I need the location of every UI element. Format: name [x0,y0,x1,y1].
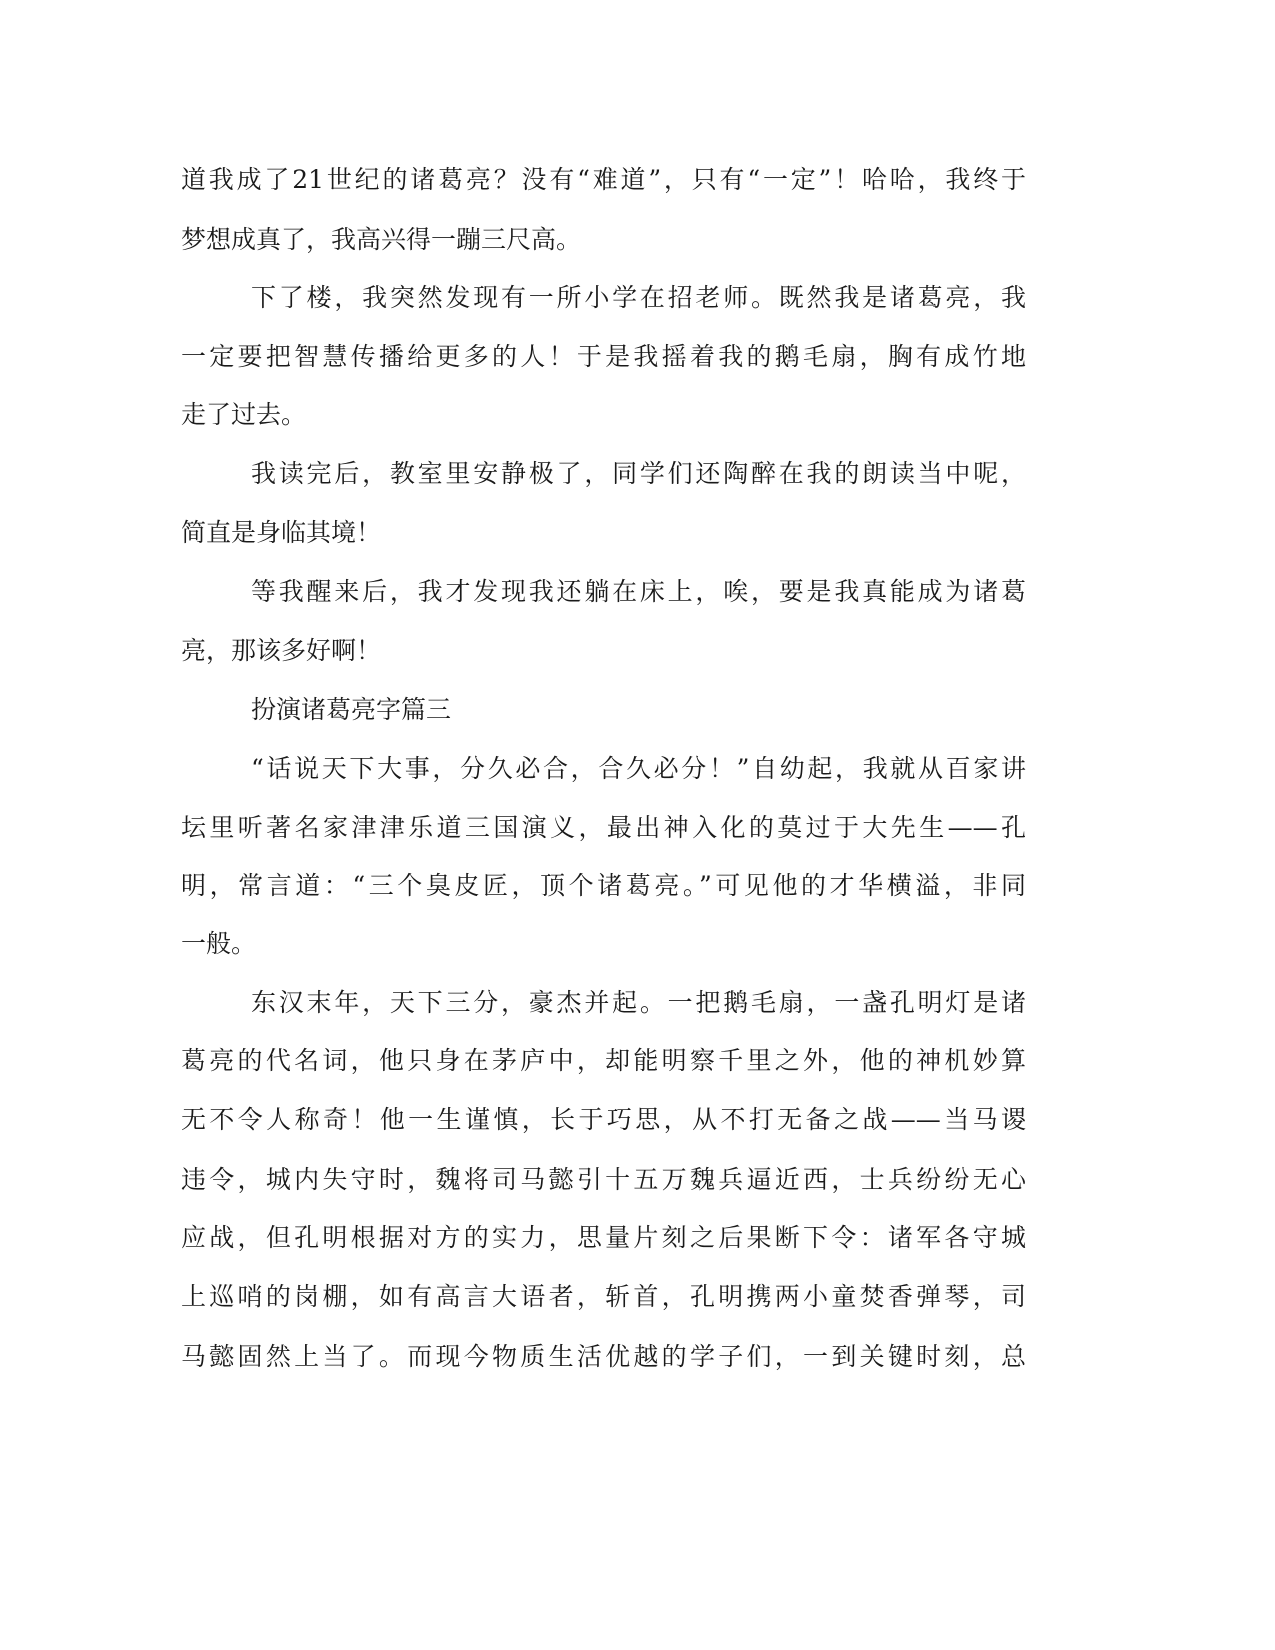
text-line: 明，常言道：“三个臭皮匠，顶个诸葛亮。”可见他的才华横溢，非同 [181,871,1026,900]
text-line: 一般。 [181,929,257,958]
text-line: “话说天下大事，分久必合，合久必分！”自幼起，我就从百家讲 [251,754,1026,783]
text-line: 上巡哨的岗棚，如有高言大语者，斩首，孔明携两小童焚香弹琴，司 [181,1282,1026,1311]
text-line: 等我醒来后，我才发现我还躺在床上，唉，要是我真能成为诸葛 [251,577,1026,606]
text-line: 走了过去。 [181,400,307,429]
section-heading: 扮演诸葛亮字篇三 [251,695,452,724]
text-line: 亮，那该多好啊！ [181,636,382,665]
text-line: 违令，城内失守时，魏将司马懿引十五万魏兵逼近西，士兵纷纷无心 [181,1165,1026,1194]
text-line: 简直是身临其境！ [181,518,382,547]
text-line: 葛亮的代名词，他只身在茅庐中，却能明察千里之外，他的神机妙算 [181,1046,1026,1075]
text-line: 梦想成真了，我高兴得一蹦三尺高。 [181,225,582,254]
text-line: 无不令人称奇！他一生谨慎，长于巧思，从不打无备之战——当马谡 [181,1105,1026,1134]
text-line: 道我成了21世纪的诸葛亮？没有“难道”，只有“一定”！哈哈，我终于 [181,165,1026,194]
text-line: 坛里听著名家津津乐道三国演义，最出神入化的莫过于大先生——孔 [181,813,1026,842]
text-line: 一定要把智慧传播给更多的人！于是我摇着我的鹅毛扇，胸有成竹地 [181,342,1026,371]
text-line: 下了楼，我突然发现有一所小学在招老师。既然我是诸葛亮，我 [251,283,1026,312]
text-line: 东汉末年，天下三分，豪杰并起。一把鹅毛扇，一盏孔明灯是诸 [251,988,1026,1017]
text-line: 我读完后，教室里安静极了，同学们还陶醉在我的朗读当中呢， [251,459,1026,488]
text-line: 应战，但孔明根据对方的实力，思量片刻之后果断下令：诸军各守城 [181,1223,1026,1252]
text-line: 马懿固然上当了。而现今物质生活优越的学子们，一到关键时刻，总 [181,1342,1026,1371]
